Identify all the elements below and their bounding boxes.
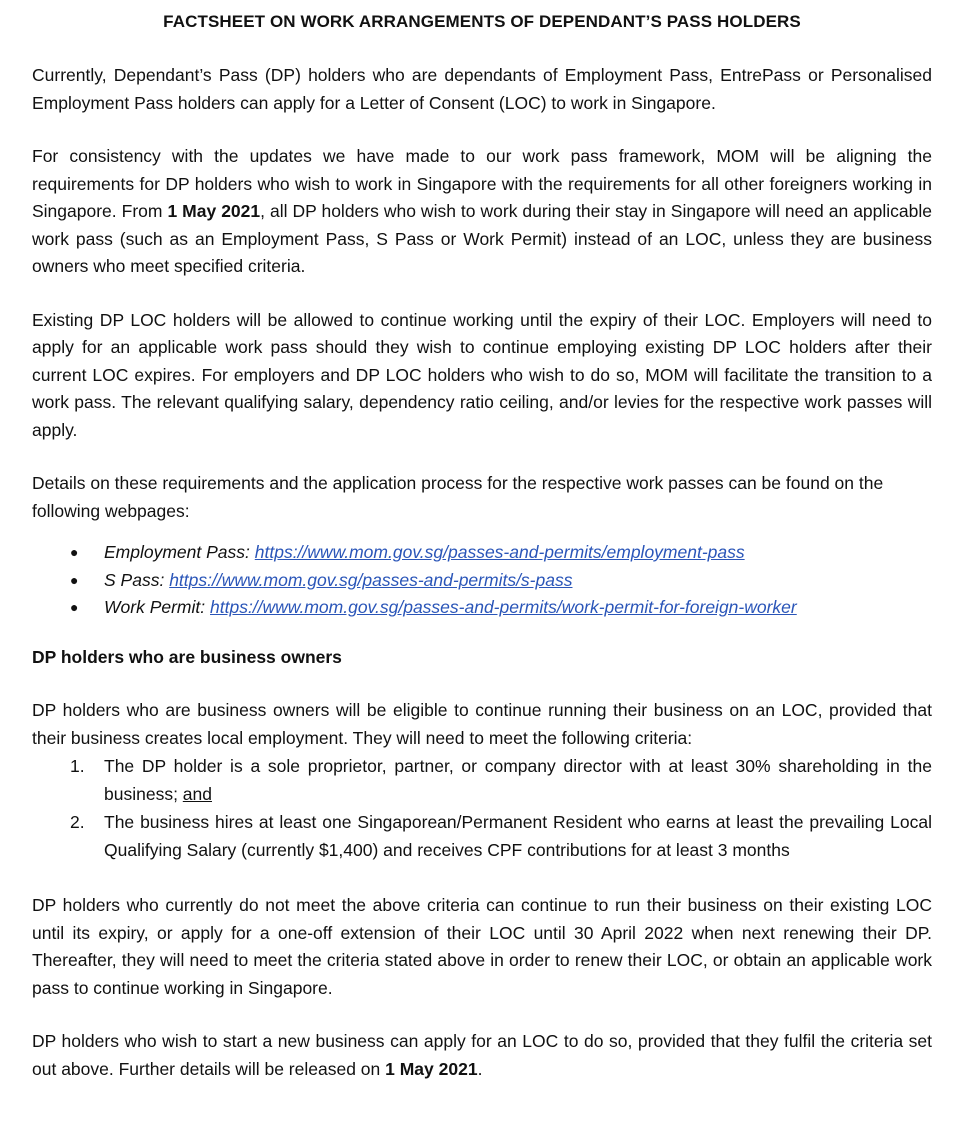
- business-owners-paragraph: DP holders who are business owners will be eligible to continue running their business on an LOC, provided that their business creates local employment. They will need to meet the following criteria:: [32, 700, 932, 748]
- criteria-text: The DP holder is a sole proprietor, partner, or company director with at least 30% shareholding in the business;: [104, 756, 932, 804]
- bullet-icon: ●: [70, 544, 79, 560]
- new-business-text-after: .: [477, 1058, 483, 1079]
- release-date: 1 May 2021: [385, 1058, 478, 1079]
- new-business-paragraph: [32, 1028, 932, 1083]
- criteria-item: [70, 808, 932, 864]
- bullet-icon: ●: [70, 599, 79, 615]
- employment-pass-link[interactable]: https://www.mom.gov.sg/passes-and-permits/employment-pass: [254, 542, 745, 562]
- work-pass-links-list: [32, 539, 932, 622]
- link-label-s-pass: S Pass:: [104, 569, 165, 590]
- business-owners-heading: DP holders who are business owners: [32, 646, 342, 667]
- document-title: FACTSHEET ON WORK ARRANGEMENTS OF DEPENDANT’S PASS HOLDERS: [163, 12, 801, 31]
- criteria-item: [70, 752, 932, 808]
- intro-paragraph: Currently, Dependant’s Pass (DP) holders who are dependants of Employment Pass, EntrePass or Personalised Employment Pass holders can apply for a Letter of Consent (LOC) to work in Singapore.: [32, 65, 932, 113]
- consistency-text-after: , all DP holders who wish to work during their stay in Singapore will need an applicable work pass (such as an Employment Pass, S Pass or Work Permit) instead of an LOC, unless they are business owners who meet specified criteria.: [32, 201, 933, 276]
- new-business-text-before: DP holders who wish to start a new business can apply for an LOC to do so, provided that they fulfil the criteria set out above. Further details will be released on: [32, 1031, 932, 1079]
- details-paragraph: Details on these requirements and the application process for the respective work passes can be found on the following webpages:: [32, 473, 884, 521]
- list-item: [70, 567, 932, 595]
- bullet-icon: ●: [70, 571, 79, 588]
- criteria-list: [32, 752, 932, 864]
- list-item: [70, 539, 932, 567]
- link-label-work-permit: Work Permit:: [104, 597, 206, 617]
- link-label-employment-pass: Employment Pass:: [104, 542, 250, 562]
- list-item: [70, 594, 932, 622]
- s-pass-link[interactable]: https://www.mom.gov.sg/passes-and-permits/s-pass: [169, 569, 573, 590]
- criteria-number: 2.: [70, 812, 85, 832]
- criteria-text: The business hires at least one Singaporean/Permanent Resident who earns at least the prevailing Local Qualifying Salary (currently $1,400) and receives CPF contributions for at least 3 months: [104, 812, 932, 860]
- work-permit-link[interactable]: https://www.mom.gov.sg/passes-and-permits/work-permit-for-foreign-worker: [210, 597, 797, 617]
- consistency-paragraph: [32, 143, 932, 281]
- criteria-conjunction: and: [182, 784, 212, 804]
- effective-date: 1 May 2021: [167, 201, 261, 221]
- consistency-text-before: For consistency with the updates we have made to our work pass framework, MOM will be aligning the requirements for DP holders who wish to work in Singapore with the requirements for all other foreigners working in Singapore. From: [32, 146, 932, 221]
- non-compliant-paragraph: DP holders who currently do not meet the above criteria can continue to run their business on their existing LOC until its expiry, or apply for a one-off extension of their LOC until 30 April 2022 when next renewing their DP. Thereafter, they will need to meet the criteria stated above in order to renew their LOC, or obtain an applicable work pass to continue working in Singapore.: [32, 895, 932, 998]
- existing-holders-paragraph: Existing DP LOC holders will be allowed to continue working until the expiry of their LOC. Employers will need to apply for an applicable work pass should they wish to continue employing existing DP LOC holders after their current LOC expires. For employers and DP LOC holders who wish to do so, MOM will facilitate the transition to a work pass. The relevant qualifying salary, dependency ratio ceiling, and/or levies for the respective work passes will apply.: [32, 309, 932, 440]
- criteria-number: 1.: [70, 756, 85, 776]
